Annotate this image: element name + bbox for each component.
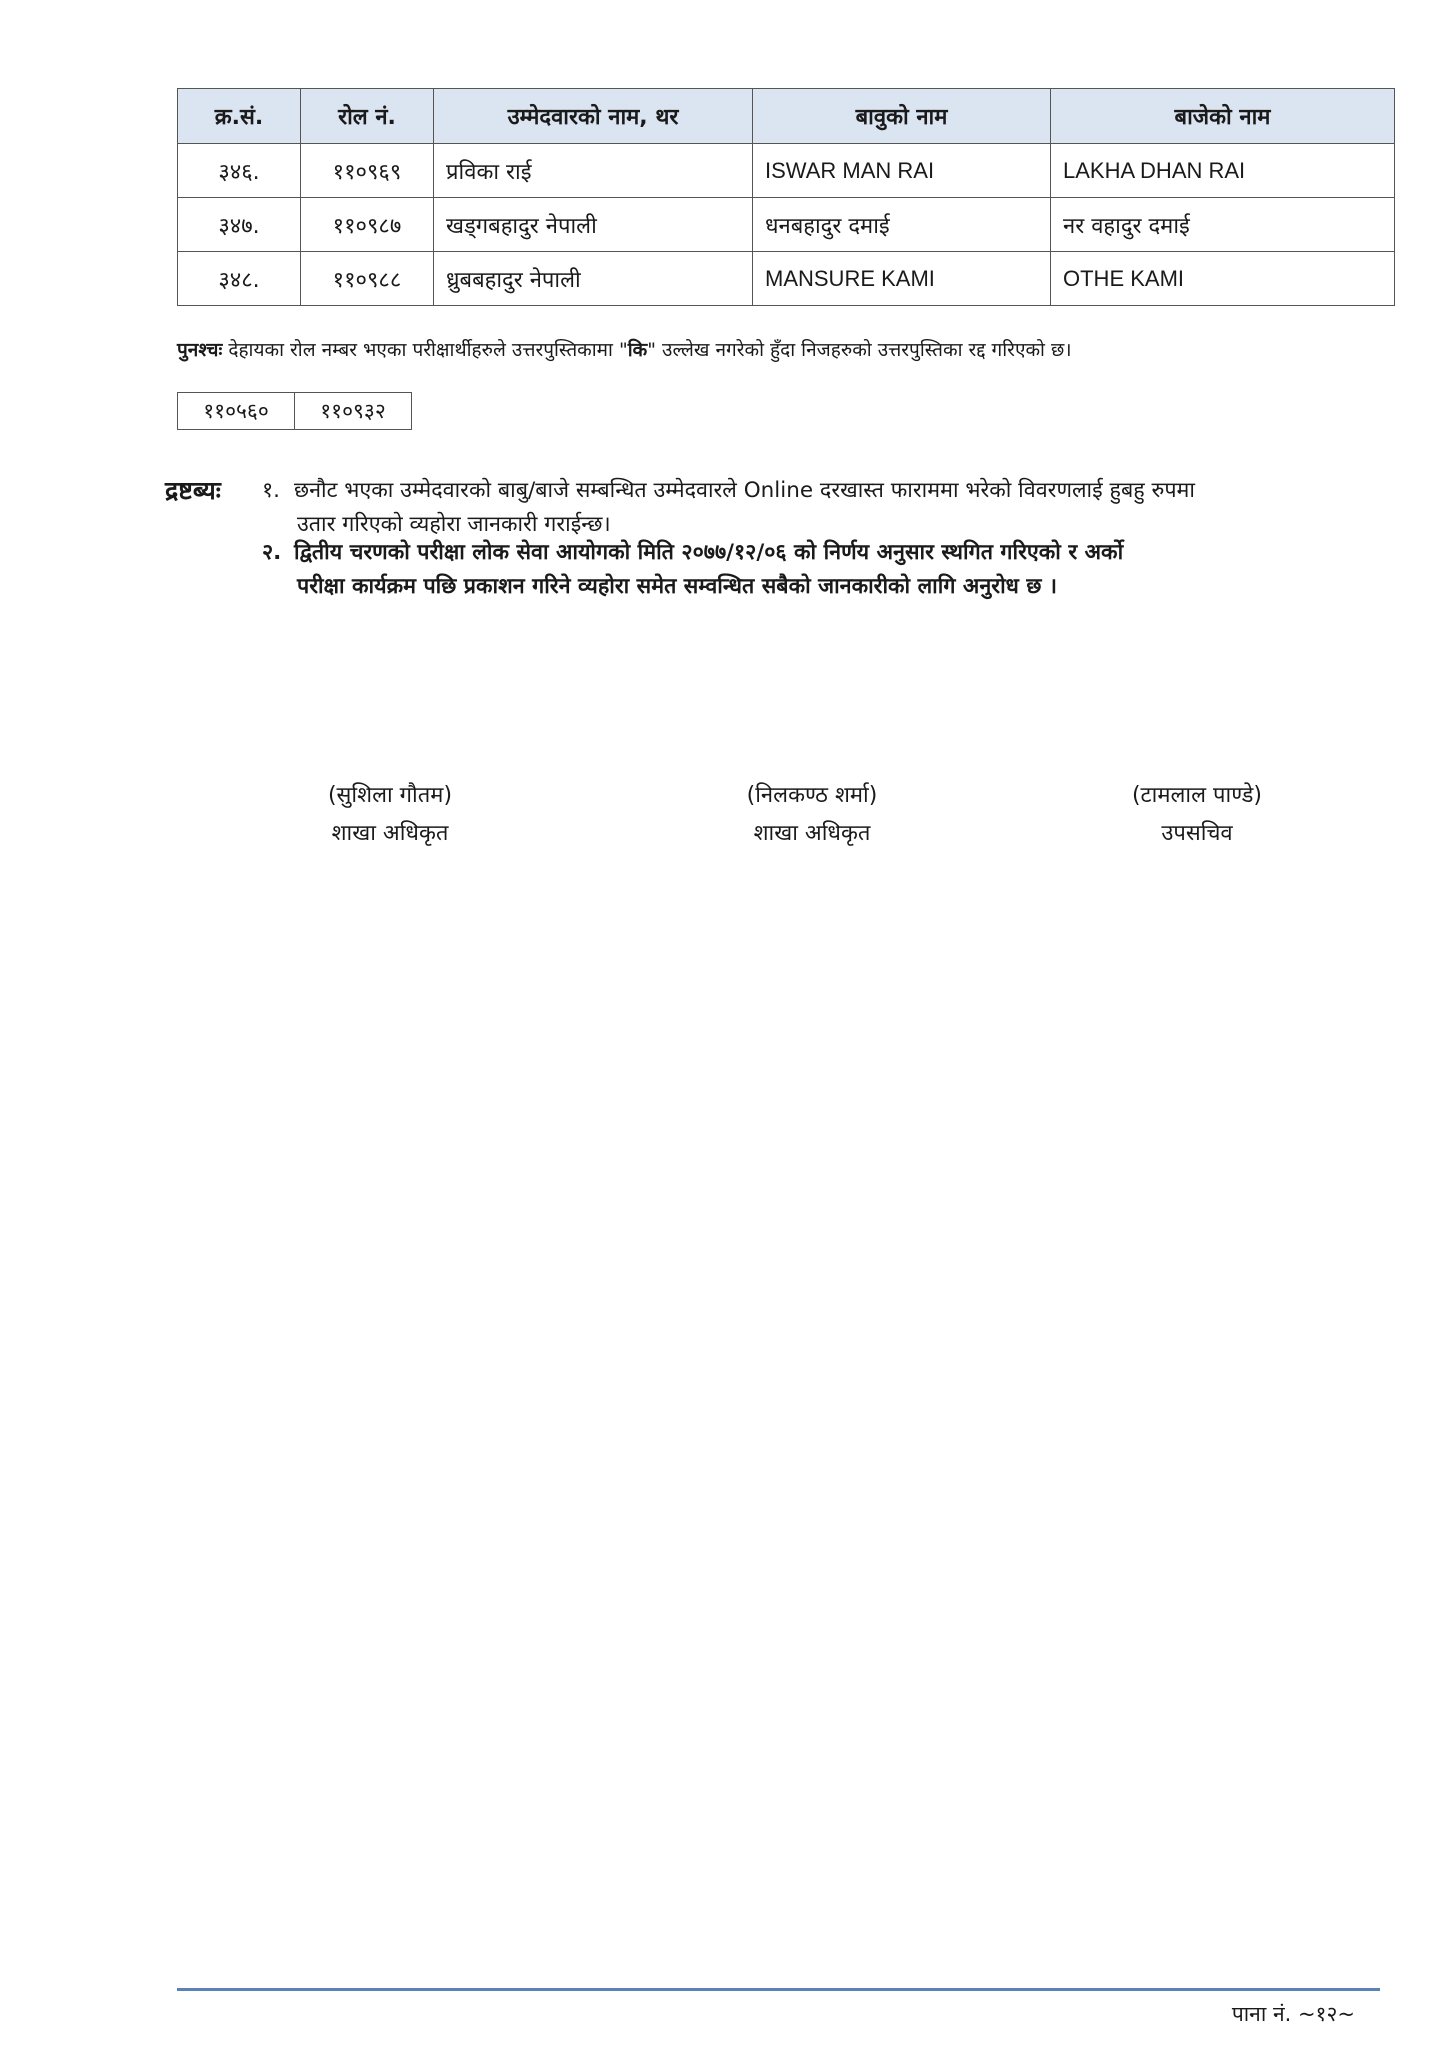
signatory-name: (टामलाल पाण्डे): [1131, 783, 1263, 808]
note-2-line-2: परीक्षा कार्यक्रम पछि प्रकाशन गरिने व्यहोरा समेत सम्वन्धित सबैको जानकारीको लागि अनुरोध छ ।: [297, 574, 1058, 599]
grandfather-name-cell: LAKHA DHAN RAI: [1051, 144, 1395, 198]
table-row: [178, 144, 1395, 198]
roll-cell: ११०९८८: [301, 252, 434, 306]
table-row: [178, 198, 1395, 252]
serial-cell: ३४७.: [178, 198, 301, 252]
signatory-title: शाखा अधिकृत: [331, 821, 449, 846]
signatory-2: [712, 777, 912, 853]
grandfather-name-cell: OTHE KAMI: [1051, 252, 1395, 306]
postscript-text-before: देहायका रोल नम्बर भएका परीक्षार्थीहरुले उत्तरपुस्तिकामा ": [222, 339, 628, 361]
grandfather-name-cell: नर वहादुर दमाई: [1051, 198, 1395, 252]
postscript-emphasis: कि: [627, 339, 648, 361]
signatory-name: (निलकण्ठ शर्मा): [746, 783, 878, 808]
note-1-line-2: उतार गरिएको व्यहोरा जानकारी गराईन्छ।: [297, 512, 611, 537]
roll-cell: ११०९८७: [301, 198, 434, 252]
header-father-name: बावुको नाम: [753, 89, 1051, 144]
serial-cell: ३४६.: [178, 144, 301, 198]
cancelled-roll-cell: ११०५६०: [178, 393, 295, 430]
note-item-2: [262, 536, 1372, 604]
postscript-label: पुनश्चः: [177, 339, 223, 361]
header-serial: क्र.सं.: [178, 89, 301, 144]
signatory-title: उपसचिव: [1161, 821, 1233, 846]
signatory-title: शाखा अधिकृत: [753, 821, 871, 846]
signatory-3: [1097, 777, 1297, 853]
cancelled-rolls-row: [178, 393, 412, 430]
candidate-table: [177, 88, 1395, 306]
notes-heading: द्रष्टब्यः: [165, 476, 221, 505]
postscript-text-after: " उल्लेख नगरेको हुँदा निजहरुको उत्तरपुस्तिका रद्द गरिएको छ।: [647, 339, 1072, 361]
signatory-name: (सुशिला गौतम): [327, 783, 453, 808]
candidate-name-cell: प्रविका राई: [434, 144, 753, 198]
page-number: पाना नं. ~१२~: [1231, 2002, 1355, 2026]
cancelled-roll-cell: ११०९३२: [295, 393, 412, 430]
father-name-cell: MANSURE KAMI: [753, 252, 1051, 306]
candidate-name-cell: खड्गबहादुर नेपाली: [434, 198, 753, 252]
footer-rule: [177, 1988, 1380, 1991]
signatory-1: [290, 777, 490, 853]
table-row: [178, 252, 1395, 306]
candidate-name-cell: ध्रुबबहादुर नेपाली: [434, 252, 753, 306]
note-2-line-1: द्वितीय चरणको परीक्षा लोक सेवा आयोगको मिति २०७७/१२/०६ को निर्णय अनुसार स्थगित गरिएको र अर्को: [294, 540, 1124, 565]
header-roll: रोल नं.: [301, 89, 434, 144]
note-2-number: २.: [262, 540, 282, 565]
cancelled-rolls-table: [177, 392, 412, 430]
note-item-1: [262, 474, 1372, 542]
note-1-line-1: छनौट भएका उम्मेदवारको बाबु/बाजे सम्बन्धित उम्मेदवारले Online दरखास्त फाराममा भरेको विवरणलाई हुबहु रुपमा: [294, 478, 1195, 503]
roll-cell: ११०९६९: [301, 144, 434, 198]
father-name-cell: धनबहादुर दमाई: [753, 198, 1051, 252]
postscript-note: [177, 336, 1397, 362]
header-grandfather-name: बाजेको नाम: [1051, 89, 1395, 144]
serial-cell: ३४८.: [178, 252, 301, 306]
table-header-row: [178, 89, 1395, 144]
father-name-cell: ISWAR MAN RAI: [753, 144, 1051, 198]
header-candidate-name: उम्मेदवारको नाम, थर: [434, 89, 753, 144]
note-1-number: १.: [262, 478, 281, 503]
